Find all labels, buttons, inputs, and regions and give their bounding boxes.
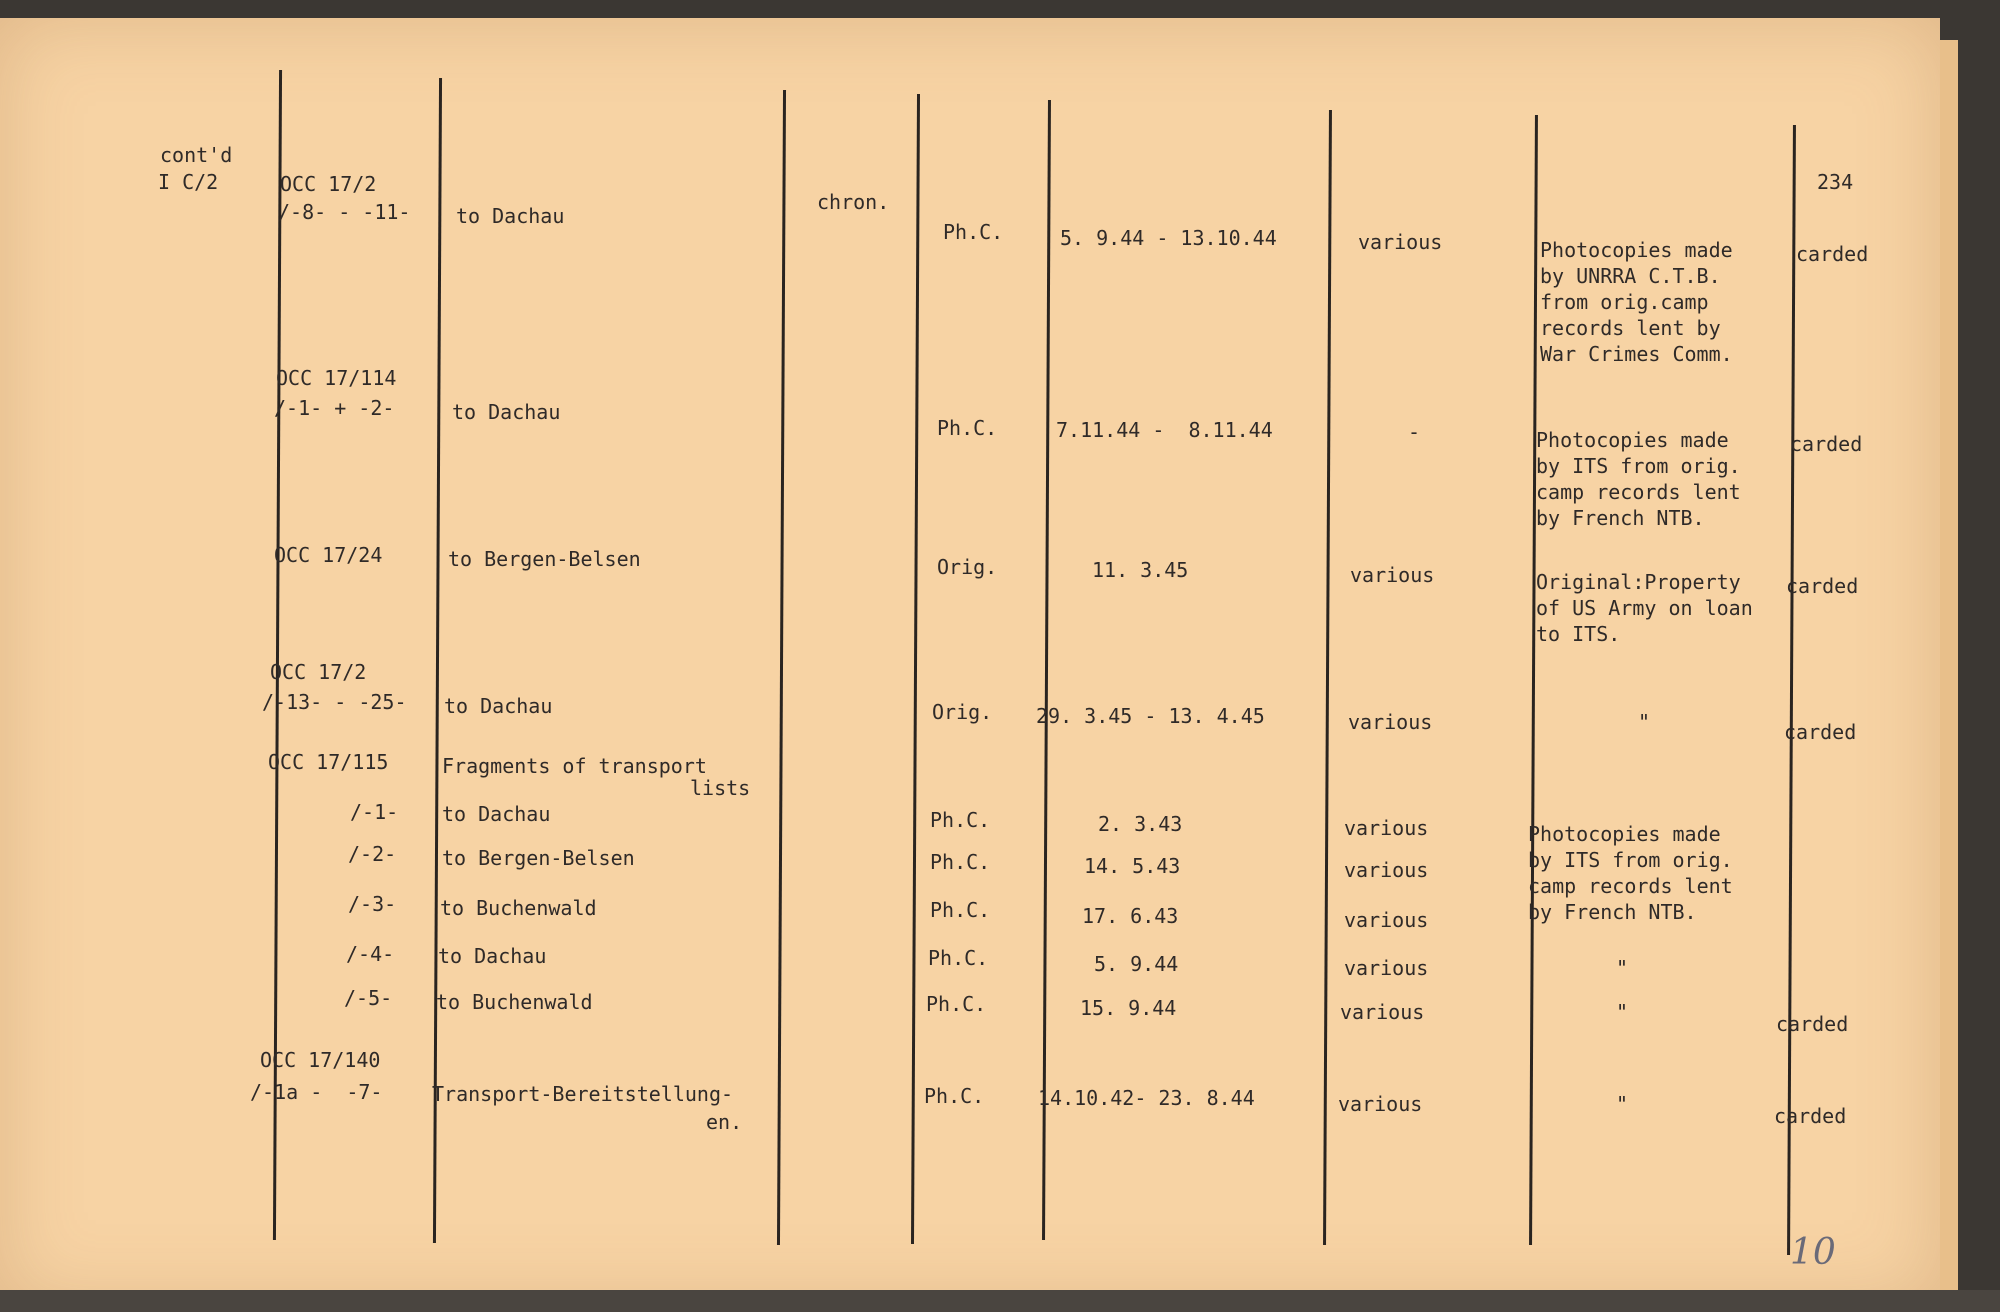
- sub-ref: /-8- - -11-: [278, 200, 411, 224]
- date-range: 5. 9.44: [1094, 952, 1179, 976]
- sub-ref: /-4-: [346, 942, 395, 966]
- origin: various: [1344, 858, 1429, 882]
- date-range: 15. 9.44: [1080, 996, 1177, 1020]
- copy-type: Ph.C.: [943, 220, 1004, 244]
- copy-type: Ph.C.: [930, 898, 991, 922]
- origin: various: [1350, 563, 1435, 587]
- ref-number: OCC 17/115: [268, 750, 389, 774]
- destination: to Buchenwald: [440, 896, 597, 920]
- note-line: by French NTB.: [1536, 506, 1705, 530]
- note-line: Photocopies made: [1528, 822, 1721, 846]
- note-line: records lent by: [1540, 316, 1721, 340]
- status: carded: [1786, 574, 1859, 598]
- ref-number: OCC 17/2: [270, 660, 367, 684]
- status: carded: [1776, 1012, 1849, 1036]
- destination: to Dachau: [452, 400, 561, 424]
- note-line: from orig.camp: [1540, 290, 1709, 314]
- status: carded: [1774, 1104, 1847, 1128]
- note-line: War Crimes Comm.: [1540, 342, 1733, 366]
- date-range: 29. 3.45 - 13. 4.45: [1036, 704, 1265, 728]
- destination: to Dachau: [438, 944, 547, 968]
- note-line: Original:Property: [1536, 570, 1741, 594]
- destination: to Dachau: [456, 204, 565, 228]
- note-line: Photocopies made: [1536, 428, 1729, 452]
- sub-ref: /-1a - -7-: [250, 1080, 383, 1104]
- ref-number: OCC 17/114: [276, 366, 397, 390]
- destination-cont: en.: [706, 1110, 743, 1134]
- note-line: Photocopies made: [1540, 238, 1733, 262]
- folio-mark: 10: [1790, 1232, 1836, 1273]
- destination: to Bergen-Belsen: [442, 846, 635, 870]
- origin: -: [1408, 420, 1421, 444]
- origin: various: [1340, 1000, 1425, 1024]
- page-edge: [1940, 40, 1958, 1305]
- section-label: I C/2: [158, 170, 219, 194]
- sub-ref: /-2-: [348, 842, 397, 866]
- destination: to Dachau: [444, 694, 553, 718]
- copy-type: Ph.C.: [937, 416, 998, 440]
- date-range: 7.11.44 - 8.11.44: [1056, 418, 1273, 442]
- contd-label: cont'd: [160, 143, 233, 167]
- destination: Transport-Bereitstellung-: [432, 1082, 734, 1106]
- chron-label: chron.: [817, 190, 890, 214]
- origin: various: [1344, 816, 1429, 840]
- desk-surface: [0, 1290, 2000, 1312]
- copy-type: Ph.C.: [930, 850, 991, 874]
- status: carded: [1790, 432, 1863, 456]
- copy-type: Ph.C.: [928, 946, 989, 970]
- date-range: 11. 3.45: [1092, 558, 1189, 582]
- copy-type: Ph.C.: [926, 992, 987, 1016]
- date-range: 5. 9.44 - 13.10.44: [1060, 226, 1277, 250]
- copy-type: Orig.: [937, 555, 998, 579]
- sub-ref: /-1- + -2-: [274, 396, 395, 420]
- note-line: of US Army on loan: [1536, 596, 1753, 620]
- ref-number: OCC 17/2: [280, 172, 377, 196]
- status: carded: [1784, 720, 1857, 744]
- origin: various: [1344, 908, 1429, 932]
- sub-ref: /-13- - -25-: [262, 690, 407, 714]
- origin: various: [1348, 710, 1433, 734]
- note-line: to ITS.: [1536, 622, 1621, 646]
- note-line: camp records lent: [1536, 480, 1741, 504]
- sub-ref: /-3-: [348, 892, 397, 916]
- origin: various: [1344, 956, 1429, 980]
- ref-number: OCC 17/24: [274, 543, 383, 567]
- page-number: 234: [1817, 170, 1854, 194]
- origin: various: [1338, 1092, 1423, 1116]
- ditto-mark: ": [1616, 1000, 1629, 1024]
- date-range: 2. 3.43: [1098, 812, 1183, 836]
- date-range: 14.10.42- 23. 8.44: [1038, 1086, 1255, 1110]
- destination: to Bergen-Belsen: [448, 547, 641, 571]
- note-line: by ITS from orig.: [1528, 848, 1733, 872]
- note-line: by ITS from orig.: [1536, 454, 1741, 478]
- origin: various: [1358, 230, 1443, 254]
- ditto-mark: ": [1638, 710, 1651, 734]
- status: carded: [1796, 242, 1869, 266]
- date-range: 14. 5.43: [1084, 854, 1181, 878]
- copy-type: Ph.C.: [924, 1084, 985, 1108]
- note-line: camp records lent: [1528, 874, 1733, 898]
- copy-type: Ph.C.: [930, 808, 991, 832]
- copy-type: Orig.: [932, 700, 993, 724]
- ditto-mark: ": [1616, 956, 1629, 980]
- ref-number: OCC 17/140: [260, 1048, 381, 1072]
- destination: to Dachau: [442, 802, 551, 826]
- note-line: by UNRRA C.T.B.: [1540, 264, 1721, 288]
- sub-ref: /-5-: [344, 986, 393, 1010]
- ditto-mark: ": [1616, 1092, 1629, 1116]
- date-range: 17. 6.43: [1082, 904, 1179, 928]
- sub-ref: /-1-: [350, 800, 399, 824]
- destination: to Buchenwald: [436, 990, 593, 1014]
- destination-cont: lists: [690, 776, 751, 800]
- destination: Fragments of transport: [442, 754, 707, 778]
- note-line: by French NTB.: [1528, 900, 1697, 924]
